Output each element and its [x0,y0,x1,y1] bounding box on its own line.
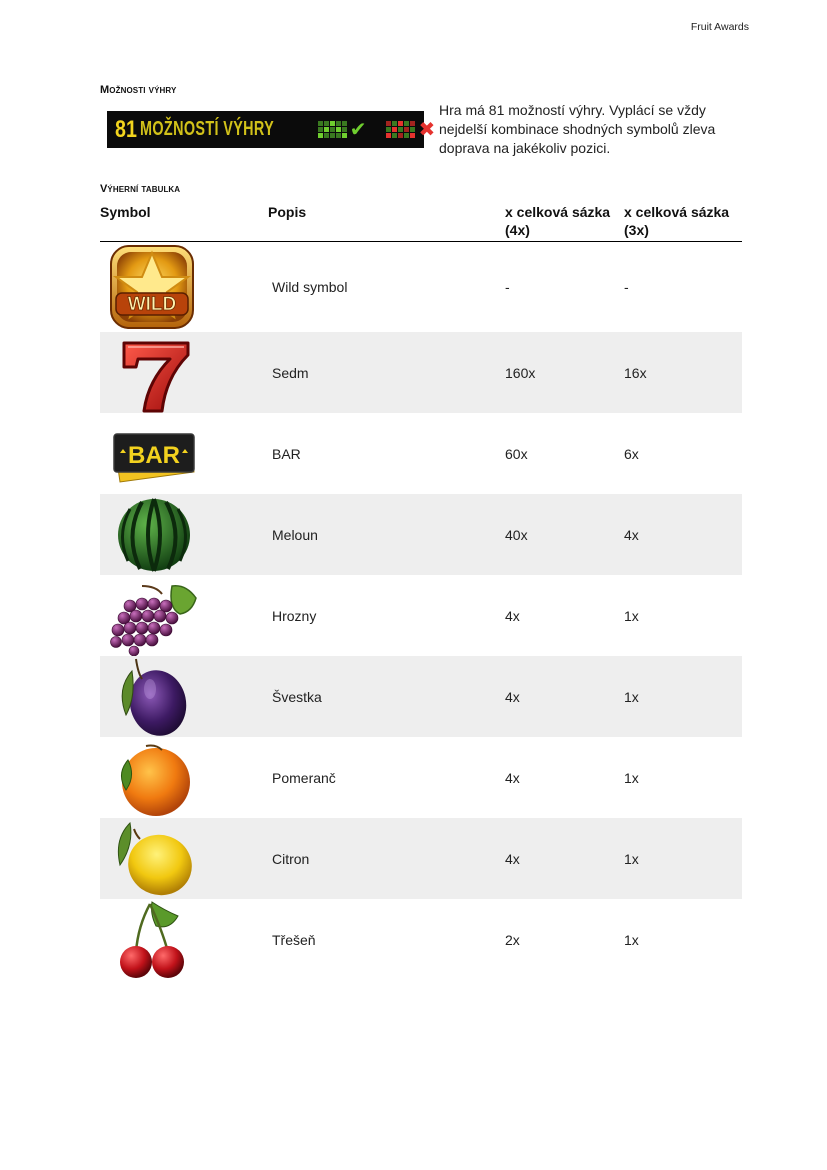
table-row [100,332,742,413]
payout-4x: - [505,279,510,295]
payout-3x: 1x [624,769,639,786]
col-x4-header: x celková sázka (4x) [505,204,611,238]
symbol-name: Hrozny [272,607,317,624]
payout-4x: 4x [505,607,520,624]
wild-icon [106,243,202,331]
payout-3x: 4x [624,526,639,543]
payout-4x: 2x [505,932,520,948]
document-header-title: Fruit Awards [690,21,749,33]
table-row [100,413,742,494]
symbol-name: BAR [272,445,301,462]
symbol-name: Švestka [272,688,322,705]
col-description-header: Popis [268,204,307,220]
paytable-title: Výherní tabulka [100,183,181,195]
win-grid-icon [318,121,347,138]
table-row [100,242,742,332]
orange-icon [106,734,202,822]
wild-label: WILD [127,294,177,315]
ways-description: Hra má 81 možností výhry. Vyplácí se vždy nejdelší kombinace shodných symbolů zleva doprava na jakékoliv pozici. [439,102,716,156]
payout-3x: 1x [624,850,639,867]
watermelon-icon [106,491,202,579]
bar-label: BAR [128,441,180,469]
ways-banner [107,111,436,148]
payout-3x: - [624,279,629,295]
table-row [100,899,742,981]
symbol-name: Meloun [272,526,318,543]
table-row [100,575,742,656]
payout-4x: 4x [505,850,520,867]
grapes-icon [106,572,202,660]
col-x3-header: x celková sázka (3x) [624,204,730,238]
cross-icon: ✖ [418,118,436,141]
symbol-name: Pomeranč [272,769,336,786]
payout-4x: 160x [505,364,536,381]
check-icon: ✔ [349,118,367,141]
paytable-body [100,242,742,981]
payout-4x: 4x [505,769,520,786]
cherries-icon [106,896,202,984]
table-row [100,494,742,575]
payout-4x: 40x [505,526,528,543]
banner-text: MOŽNOSTÍ VÝHRY [139,118,274,140]
plum-icon [106,653,202,741]
symbol-name: Třešeň [272,932,316,948]
ways-section-title: Možnosti výhry [100,84,177,96]
symbol-name: Sedm [272,364,309,381]
payout-3x: 1x [624,932,639,948]
payout-4x: 60x [505,445,528,462]
symbol-name: Citron [272,850,310,867]
payout-3x: 1x [624,688,639,705]
col-symbol-header: Symbol [100,204,151,220]
payout-3x: 6x [624,445,639,462]
banner-number: 81 [115,115,137,143]
symbol-name: Wild symbol [272,279,348,295]
lemon-icon [106,815,202,903]
table-row [100,818,742,899]
seven-icon [106,329,202,417]
lose-grid-icon [386,121,415,138]
payout-3x: 16x [624,364,647,381]
bar-icon [106,410,202,498]
payout-4x: 4x [505,688,520,705]
paytable-header-row [100,203,742,242]
table-row [100,737,742,818]
table-row [100,656,742,737]
payout-3x: 1x [624,607,639,624]
